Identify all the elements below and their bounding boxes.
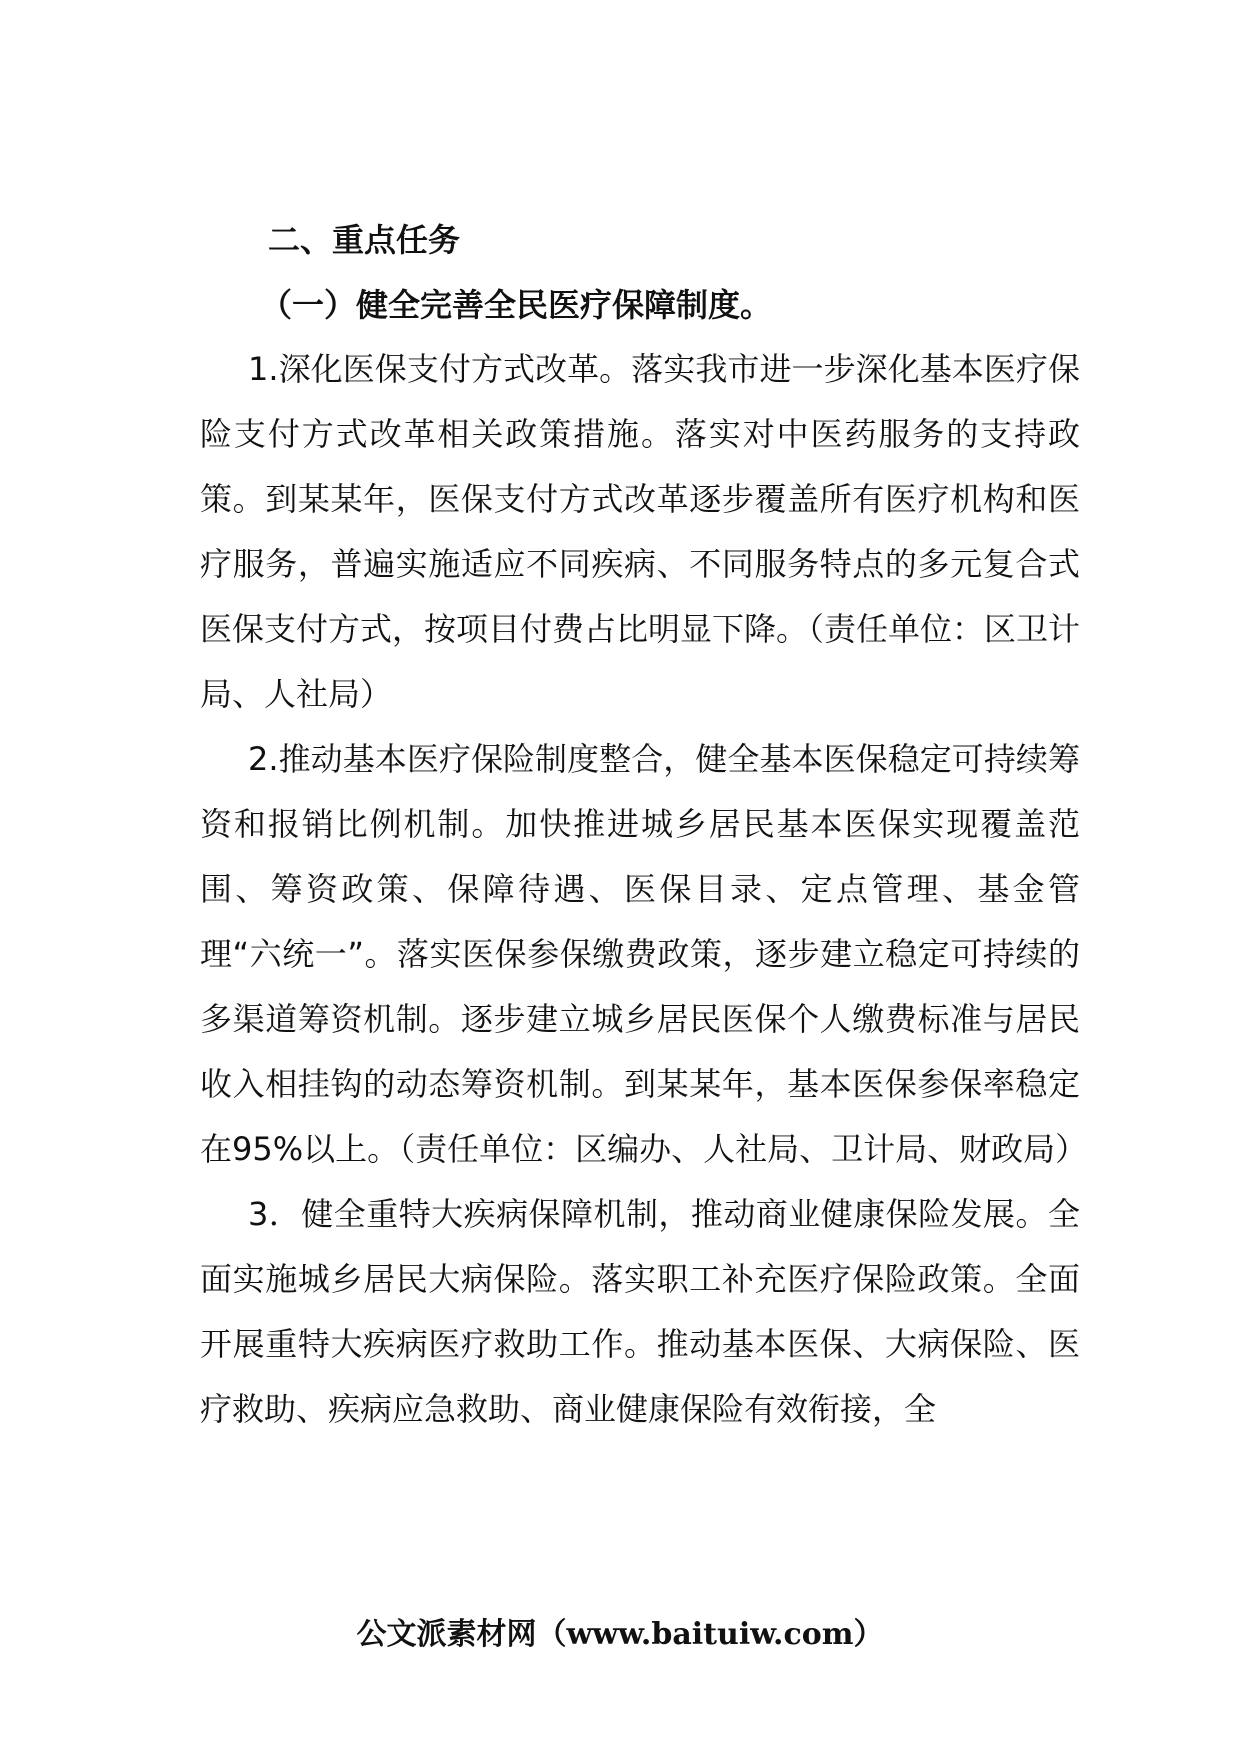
paragraph-3: 3．健全重特大疾病保障机制，推动商业健康保险发展。全面实施城乡居民大病保险。落实职工补充医疗保险政策。全面开展重特大疾病医疗救助工作。推动基本医保、大病保险、医疗救助、疾病应急救助、商业健康保险有效衔接，全 xyxy=(200,1195,1080,1428)
paragraph-2: 2.推动基本医疗保险制度整合，健全基本医保稳定可持续筹资和报销比例机制。加快推进城乡居民基本医保实现覆盖范围、筹资政策、保障待遇、医保目录、定点管理、基金管理“六统一”。落实医保参保缴费政策，逐步建立稳定可持续的多渠道筹资机制。逐步建立城乡居民医保个人缴费标准与居民收入相挂钩的动态筹资机制。到某某年，基本医保参保率稳定在95%以上。（责任单位：区编办、人社局、卫计局、财政局） xyxy=(200,740,1088,1168)
section-title: 二、重点任务 xyxy=(268,221,461,259)
paragraph-1: 1.深化医保支付方式改革。落实我市进一步深化基本医疗保险支付方式改革相关政策措施。落实对中医药服务的支持政策。到某某年，医保支付方式改革逐步覆盖所有医疗机构和医疗服务，普遍实施适应不同疾病、不同服务特点的多元复合式医保支付方式，按项目付费占比明显下降。（责任单位：区卫计局、人社局） xyxy=(200,350,1081,713)
footer-watermark: 公文派素材网（www.baituiw.com） xyxy=(356,1617,884,1652)
section-subtitle: （一）健全完善全民医疗保障制度。 xyxy=(260,286,773,324)
document-body xyxy=(200,220,1088,1442)
